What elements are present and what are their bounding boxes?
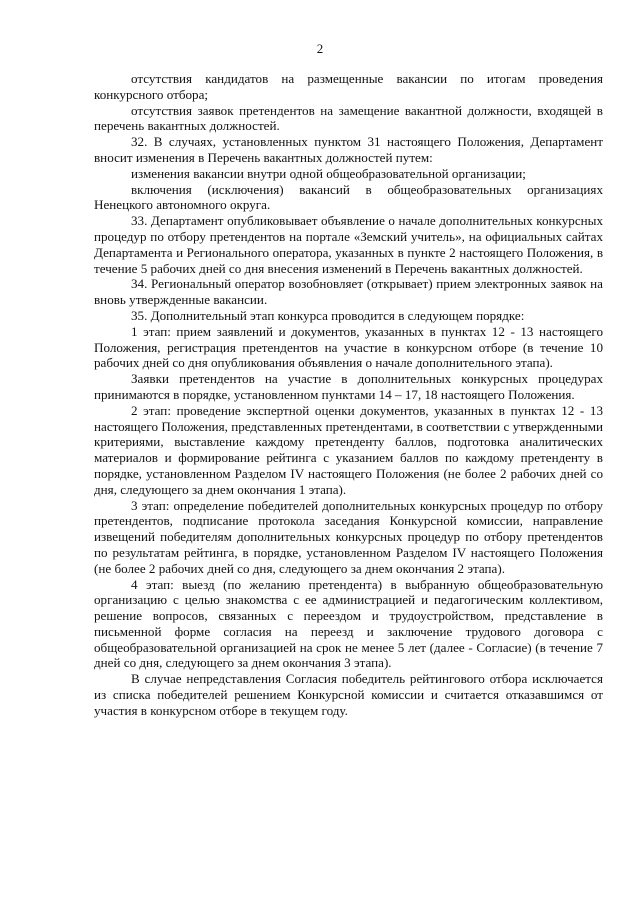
paragraph: включения (исключения) вакансий в общеобразовательных организациях Ненецкого автономного округа. [94,181,603,213]
paragraph: 33. Департамент опубликовывает объявление о начале дополнительных конкурсных процедур по отбору претендентов на портале «Земский учитель», на официальных сайтах Департамента и Регионального оператора, указанных в пункте 2 настоящего Положения, в течение 5 рабочих дней со дня внесения изменений в Перечень вакантных должностей. [94,213,603,276]
document-body [94,71,603,719]
paragraph: 2 этап: проведение экспертной оценки документов, указанных в пунктах 12 - 13 настоящего Положения, представленных претендентами, в соответствии с утвержденными критериями, выставление каждому претенденту баллов, подготовка аналитических материалов и формирование рейтинга с указанием баллов по каждому претенденту в порядке, установленном Разделом IV настоящего Положения (не более 2 рабочих дней со дня, следующего за днем окончания 1 этапа). [94,402,603,497]
paragraph: 4 этап: выезд (по желанию претендента) в выбранную общеобразовательную организацию с целью знакомства с ее администрацией и педагогическим коллективом, решение вопросов, связанных с переездом и трудоустройством, представление в письменной форме согласия на переезд и заключение трудового договора с общеобразовательной организацией на срок не менее 5 лет (далее - Согласие) (в течение 7 дней со дня, следующего за днем окончания 3 этапа). [94,576,603,671]
paragraph: 1 этап: прием заявлений и документов, указанных в пунктах 12 - 13 настоящего Положения, регистрация претендентов на участие в конкурсном отборе (в течение 10 рабочих дней со дня опубликования объявления о начале дополнительного этапа). [94,323,603,371]
paragraph: 35. Дополнительный этап конкурса проводится в следующем порядке: [131,307,525,323]
paragraph: 32. В случаях, установленных пунктом 31 настоящего Положения, Департамент вносит изменения в Перечень вакантных должностей путем: [94,134,603,165]
paragraph: В случае непредставления Согласия победитель рейтингового отбора исключается из списка победителей решением Конкурсной комиссии и считается отказавшимся от участия в конкурсном отборе в текущем году. [94,671,603,718]
paragraph: изменения вакансии внутри одной общеобразовательной организации; [131,165,526,181]
page-number: 2 [316,41,324,56]
paragraph: 3 этап: определение победителей дополнительных конкурсных процедур по отбору претендентов, подписание протокола заседания Конкурсной комиссии, направление извещений победителям дополнительных конкурсных процедур по отбору претендентов по результатам рейтинга, в порядке, установленном Разделом IV настоящего Положения (не более 2 рабочих дней со дня, следующего за днем окончания 2 этапа). [94,497,603,576]
paragraph: отсутствия заявок претендентов на замещение вакантной должности, входящей в перечень вакантных должностей. [94,102,603,134]
paragraph: Заявки претендентов на участие в дополнительных конкурсных процедурах принимаются в порядке, установленном пунктами 14 – 17, 18 настоящего Положения. [94,371,603,402]
paragraph: отсутствия кандидатов на размещенные вакансии по итогам проведения конкурсного отбора; [94,71,603,102]
paragraph: 34. Региональный оператор возобновляет (открывает) прием электронных заявок на вновь утвержденные вакансии. [94,276,603,308]
